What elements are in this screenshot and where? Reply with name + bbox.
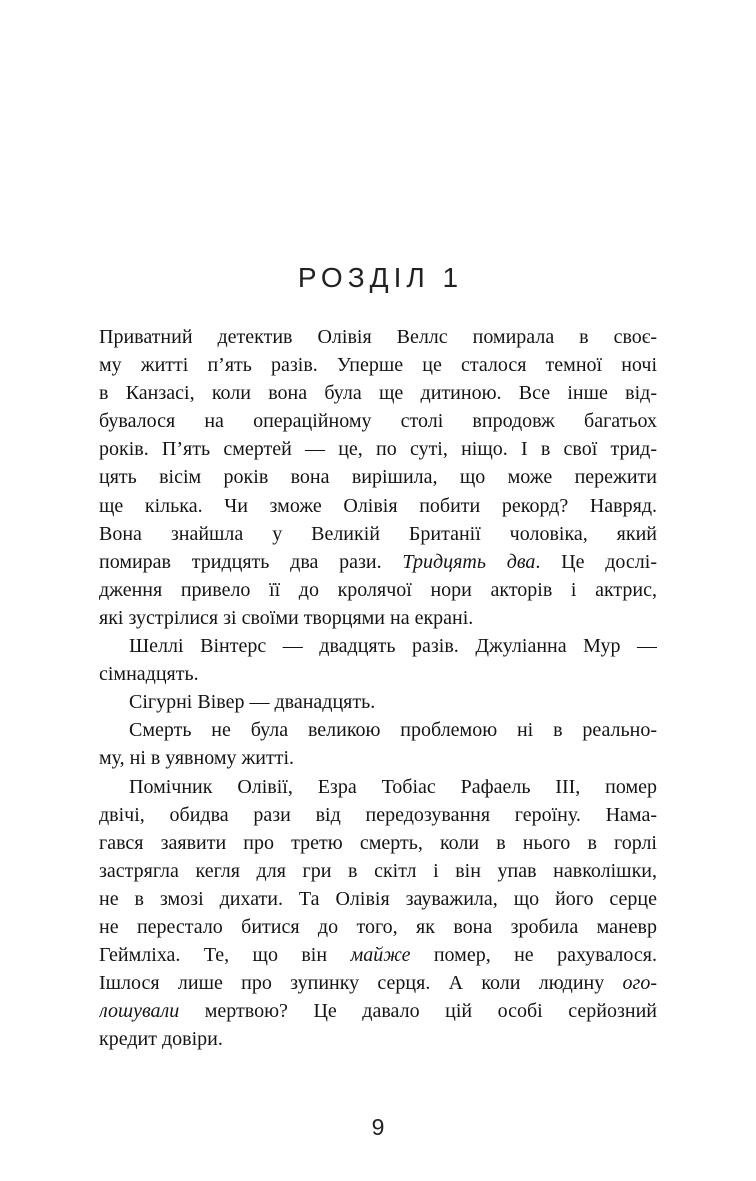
text-line — [99, 492, 657, 520]
text-line — [99, 548, 657, 576]
chapter-heading: РОЗДІЛ 1 — [297, 262, 464, 293]
text-segment: в Канзасі, коли вона була ще дитиною. Все інше від- — [99, 382, 657, 405]
text-segment: Ішлося лише про зупинку серця. А коли людину — [99, 972, 623, 995]
text-segment: дження привело її до кролячої нори акторів і актрис, — [99, 578, 657, 601]
text-segment: які зустрілися зі своїми творцями на екрані. — [99, 606, 474, 629]
text-segment: Вона знайшла у Великій Британії чоловіка, який — [99, 522, 657, 545]
italic-text-segment: Тридцять два — [402, 550, 536, 573]
text-segment: помирав тридцять два рази. — [99, 550, 403, 573]
paragraph — [99, 716, 657, 772]
text-line — [99, 997, 657, 1025]
text-line — [99, 520, 657, 548]
text-segment: бувалося на операційному столі впродовж багатьох — [99, 410, 657, 433]
text-segment: не в змозі дихати. Та Олівія зауважила, що його серце — [99, 887, 657, 910]
text-line — [99, 885, 657, 913]
text-line — [99, 379, 657, 407]
text-line — [99, 829, 657, 857]
text-segment: Смерть не була великою проблемою ні в реально- — [129, 719, 657, 742]
text-line — [99, 688, 657, 716]
text-segment: двічі, обидва рази від передозування героїну. Нама- — [99, 803, 657, 826]
text-line — [99, 435, 657, 463]
text-segment: му, ні в уявному житті. — [99, 747, 295, 770]
paragraph — [99, 323, 657, 632]
text-line — [99, 407, 657, 435]
text-line — [99, 969, 657, 997]
text-line — [99, 1025, 657, 1053]
text-line — [99, 913, 657, 941]
text-line — [99, 323, 657, 351]
text-segment: сімнадцять. — [99, 663, 199, 686]
text-line — [99, 632, 657, 660]
text-line — [99, 463, 657, 491]
text-line — [99, 604, 657, 632]
text-segment: Помічник Олівії, Езра Тобіас Рафаель III, помер — [129, 775, 657, 798]
text-line — [99, 716, 657, 744]
italic-text-segment: ого- — [622, 972, 657, 995]
text-line — [99, 857, 657, 885]
text-segment: . Це дослі- — [535, 550, 657, 573]
text-segment: Приватний детектив Олівія Веллс помирала в своє- — [99, 326, 657, 348]
text-line — [99, 576, 657, 604]
text-line — [99, 351, 657, 379]
text-segment: Геймліха. Те, що він — [99, 944, 351, 967]
text-line — [99, 801, 657, 829]
text-line — [99, 941, 657, 969]
text-segment: гався заявити про третю смерть, коли в нього в горлі — [99, 831, 657, 854]
text-segment: років. П’ять смертей — це, по суті, ніщо. І в свої трид- — [99, 438, 657, 461]
page-number: 9 — [371, 1114, 385, 1140]
body-text — [99, 323, 657, 1053]
paragraph — [99, 688, 657, 716]
text-segment: мертвою? Це давало цій особі серйозний — [179, 1000, 657, 1023]
text-line — [99, 744, 657, 772]
text-segment: Шеллі Вінтерс — двадцять разів. Джуліанна Мур — — [129, 635, 657, 658]
italic-text-segment: лошували — [99, 1000, 180, 1023]
text-segment: не перестало битися до того, як вона зробила маневр — [99, 915, 657, 938]
paragraph — [99, 773, 657, 1054]
text-line — [99, 773, 657, 801]
text-line — [99, 660, 657, 688]
text-segment: цять вісім років вона вирішила, що може пережити — [99, 466, 657, 489]
text-segment: му житті п’ять разів. Уперше це сталося темної ночі — [99, 354, 657, 377]
text-segment: ще кілька. Чи зможе Олівія побити рекорд? Навряд. — [99, 494, 657, 517]
paragraph — [99, 632, 657, 688]
italic-text-segment: майже — [350, 944, 411, 967]
text-segment: помер, не рахувалося. — [410, 944, 657, 967]
text-segment: Сігурні Вівер — дванадцять. — [129, 691, 376, 714]
text-segment: застрягла кегля для гри в скітл і він упав навколішки, — [99, 859, 657, 882]
text-segment: кредит довіри. — [99, 1028, 223, 1051]
